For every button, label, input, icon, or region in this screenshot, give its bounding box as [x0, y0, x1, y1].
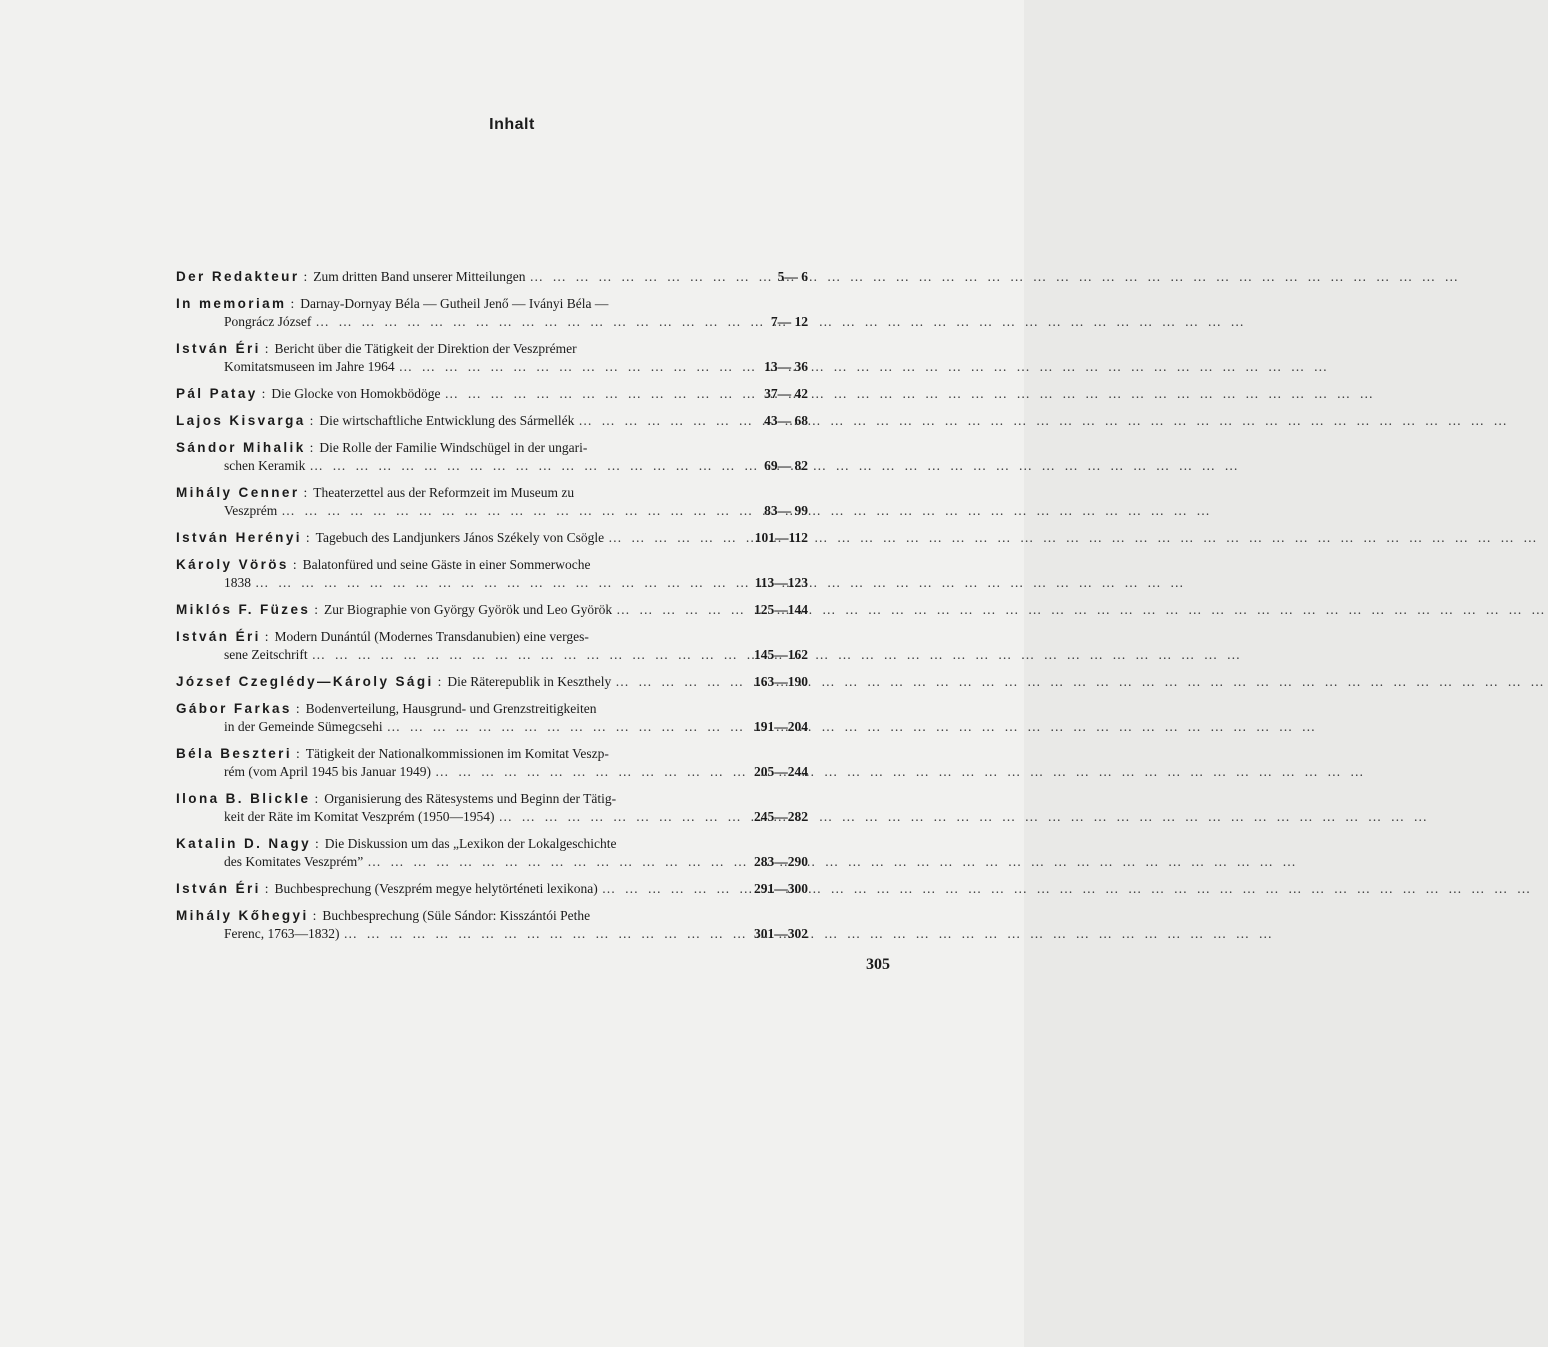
leader-dots [399, 358, 740, 376]
toc-page-range: 283—290 [754, 854, 808, 869]
toc-page-range: 101—112 [754, 530, 808, 545]
author-separator: : [314, 791, 319, 806]
author-separator: : [312, 908, 317, 923]
author-separator: : [261, 386, 266, 401]
toc-entry-line [176, 853, 808, 871]
author-separator: : [296, 746, 300, 761]
toc-page-range: 245—282 [754, 809, 808, 824]
toc-page-range: 145—162 [754, 647, 808, 662]
toc-entry-line [176, 880, 808, 898]
toc-entry [176, 529, 808, 547]
toc-author: István Éri [176, 629, 261, 644]
leader-dots [616, 601, 740, 619]
toc-entry [176, 295, 808, 331]
toc-entry [176, 556, 808, 592]
toc-author: Károly Vörös [176, 557, 289, 572]
toc-author: In memoriam [176, 296, 287, 311]
toc-entry-line [176, 646, 808, 664]
leader-dots [312, 646, 740, 664]
leader-dots [343, 925, 740, 943]
toc-title-text: Tagebuch des Landjunkers János Székely von Csögle [315, 530, 605, 545]
toc-title-text: Zum dritten Band unserer Mitteilungen [313, 269, 526, 284]
toc-title-text: in der Gemeinde Sümegcsehi [224, 719, 383, 734]
toc-author: István Herényi [176, 530, 302, 545]
toc-page-range: 13— 36 [764, 359, 808, 374]
toc-entry-line [176, 763, 808, 781]
toc-author: Ilona B. Blickle [176, 791, 311, 806]
toc-title-text: rém (vom April 1945 bis Januar 1949) [224, 764, 431, 779]
leader-dots [387, 718, 740, 736]
toc-title-text: Balatonfüred und seine Gäste in einer Sommerwoche [302, 557, 591, 572]
toc-author: Béla Beszteri [176, 746, 292, 761]
toc-title-text: Die Rolle der Familie Windschügel in der ungari- [319, 440, 588, 455]
toc-page-range: 113—123 [754, 575, 808, 590]
author-separator: : [292, 557, 297, 572]
toc-title-text: Darnay-Dornyay Béla — Gutheil Jenő — Iványi Béla — [300, 296, 609, 311]
toc-page-range: 205—244 [754, 764, 808, 779]
toc-entry [176, 907, 808, 943]
toc-entry [176, 835, 808, 871]
leader-dots [602, 880, 740, 898]
author-separator: : [303, 485, 308, 500]
toc-entry-line [176, 457, 808, 475]
author-separator: : [309, 440, 314, 455]
toc-title-text: Pongrácz József [224, 314, 312, 329]
toc-title-text: Veszprém [224, 503, 278, 518]
toc-entry-line [176, 412, 808, 430]
author-separator: : [264, 629, 269, 644]
leader-dots [281, 502, 740, 520]
toc-entry [176, 268, 808, 286]
toc-entry-line [176, 835, 808, 853]
page-number: 305 [866, 956, 890, 973]
toc-entry [176, 700, 808, 736]
leader-dots [498, 808, 740, 826]
toc-title-text: Bericht über die Tätigkeit der Direktion der Veszprémer [274, 341, 577, 356]
toc-entry-line [176, 313, 808, 331]
toc-entry-line [176, 340, 808, 358]
toc-entry-line [176, 601, 808, 619]
author-separator: : [309, 413, 314, 428]
toc-page-range: 83— 99 [764, 503, 808, 518]
toc-entry-line [176, 790, 808, 808]
leader-dots [309, 457, 740, 475]
leader-dots [615, 673, 740, 691]
toc-entry [176, 484, 808, 520]
leader-dots [578, 412, 740, 430]
toc-entry [176, 412, 808, 430]
toc-title-text: des Komitates Veszprém” [224, 854, 364, 869]
toc-title-text: Bodenverteilung, Hausgrund- und Grenzstreitigkeiten [305, 701, 597, 716]
toc-entry-line [176, 925, 808, 943]
toc-entry-line [176, 700, 808, 718]
toc-entry-line [176, 808, 808, 826]
toc-entry-line [176, 358, 808, 376]
author-separator: : [303, 269, 308, 284]
author-separator: : [305, 530, 310, 545]
toc-entry-line [176, 502, 808, 520]
leader-dots [445, 385, 741, 403]
toc-page-range: 301—302 [754, 926, 808, 941]
toc-author: Gábor Farkas [176, 701, 292, 716]
toc-title-text: Organisierung des Rätesystems und Beginn der Tätig- [324, 791, 617, 806]
author-separator: : [437, 674, 442, 689]
toc-entry-line [176, 268, 808, 286]
toc-title-text: Zur Biographie von György Györök und Leo Györök [324, 602, 613, 617]
toc-page-range: 69— 82 [764, 458, 808, 473]
toc-author: Der Redakteur [176, 269, 300, 284]
leader-dots [367, 853, 740, 871]
toc-title-text: 1838 [224, 575, 251, 590]
toc-author: István Éri [176, 881, 261, 896]
toc-author: Katalin D. Nagy [176, 836, 312, 851]
toc-entry-line [176, 907, 808, 925]
toc-page-range: 163—190 [754, 674, 808, 689]
toc-page-range: 43— 68 [764, 413, 808, 428]
toc-title-text: Die Diskussion um das „Lexikon der Lokalgeschichte [324, 836, 617, 851]
toc-entry-line [176, 745, 808, 763]
toc-entry [176, 745, 808, 781]
toc-title-text: Theaterzettel aus der Reformzeit im Museum zu [313, 485, 575, 500]
author-separator: : [295, 701, 300, 716]
leader-dots [608, 529, 740, 547]
toc-title-text: Tätigkeit der Nationalkommissionen im Komitat Veszp- [305, 746, 609, 761]
leader-dots [529, 268, 740, 286]
toc-entry-line [176, 385, 808, 403]
toc-author: Sándor Mihalik [176, 440, 306, 455]
leader-dots [315, 313, 740, 331]
author-separator: : [314, 602, 319, 617]
toc-entry [176, 385, 808, 403]
toc-author: Lajos Kisvarga [176, 413, 306, 428]
author-separator: : [290, 296, 295, 311]
toc-entry-line [176, 574, 808, 592]
toc-entry [176, 340, 808, 376]
toc-page-range: 291—300 [754, 881, 808, 896]
author-separator: : [264, 341, 269, 356]
toc-entry [176, 790, 808, 826]
author-separator: : [264, 881, 269, 896]
toc-title-text: sene Zeitschrift [224, 647, 308, 662]
toc-entry-line [176, 673, 808, 691]
toc-entry-line [176, 295, 808, 313]
toc-author: Mihály Kőhegyi [176, 908, 309, 923]
toc-entry [176, 673, 808, 691]
toc-title-text: Die Räterepublik in Keszthely [447, 674, 612, 689]
toc-author: József Czeglédy—Károly Sági [176, 674, 434, 689]
toc-page-range: 37— 42 [764, 386, 808, 401]
toc-page-range: 125—144 [754, 602, 808, 617]
toc-entry-line [176, 484, 808, 502]
toc-author: Miklós F. Füzes [176, 602, 311, 617]
toc-entry-line [176, 718, 808, 736]
toc-page-range: 5— 6 [777, 269, 808, 284]
toc-title-text: Die Glocke von Homokbödöge [271, 386, 441, 401]
toc-title-text: schen Keramik [224, 458, 306, 473]
table-of-contents [176, 268, 808, 952]
toc-entry-line [176, 529, 808, 547]
toc-page-range: 7— 12 [770, 314, 808, 329]
toc-entry [176, 628, 808, 664]
leader-dots [435, 763, 740, 781]
toc-entry-line [176, 628, 808, 646]
toc-title-text: Ferenc, 1763—1832) [224, 926, 340, 941]
toc-entry [176, 439, 808, 475]
toc-entry-line [176, 439, 808, 457]
toc-author: Pál Patay [176, 386, 258, 401]
toc-title-text: Die wirtschaftliche Entwicklung des Sármellék [319, 413, 575, 428]
toc-title-text: Modern Dunántúl (Modernes Transdanubien) eine verges- [274, 629, 589, 644]
toc-entry [176, 601, 808, 619]
toc-author: Mihály Cenner [176, 485, 300, 500]
leader-dots [255, 574, 740, 592]
toc-title-text: Buchbesprechung (Süle Sándor: Kisszántói Pethe [322, 908, 591, 923]
toc-title-text: keit der Räte im Komitat Veszprém (1950—1954) [224, 809, 495, 824]
toc-title-text: Buchbesprechung (Veszprém megye helytörténeti lexikona) [274, 881, 598, 896]
toc-entry [176, 880, 808, 898]
toc-author: István Éri [176, 341, 261, 356]
author-separator: : [315, 836, 319, 851]
toc-entry-line [176, 556, 808, 574]
page-title: Inhalt [489, 116, 535, 133]
toc-page-range: 191—204 [754, 719, 808, 734]
toc-title-text: Komitatsmuseen im Jahre 1964 [224, 359, 395, 374]
